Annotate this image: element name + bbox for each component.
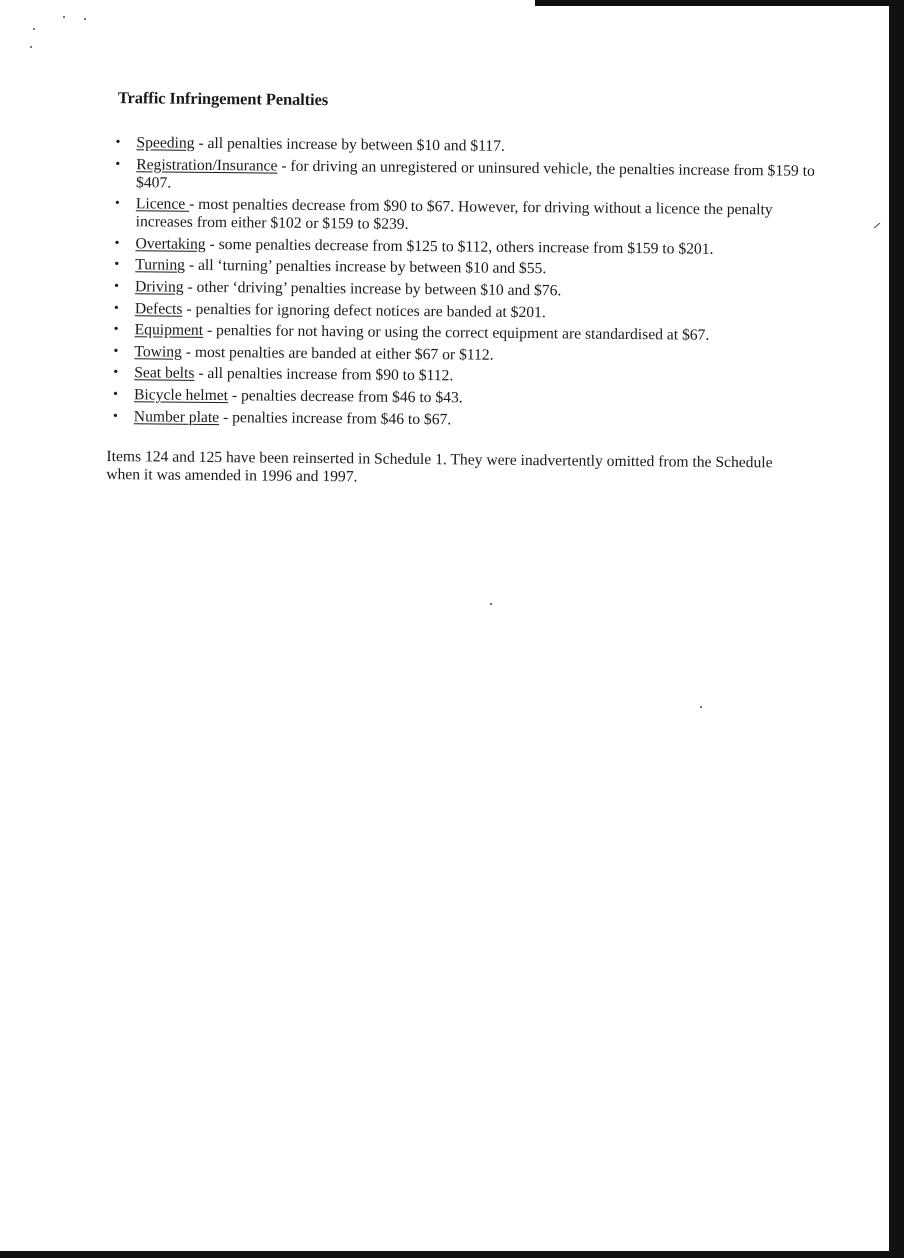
bullet-icon: • (112, 408, 118, 424)
item-text: - all penalties increase from $90 to $112. (194, 365, 454, 385)
list-item (107, 408, 827, 433)
list-item (107, 343, 827, 368)
item-term: Number plate (133, 407, 220, 426)
item-term: Speeding (136, 134, 195, 152)
scan-speck (874, 223, 881, 229)
list-item (108, 278, 828, 303)
item-text: - most penalties are banded at either $67 or $112. (181, 343, 494, 364)
scan-edge-bottom (0, 1251, 904, 1258)
item-text: - penalties decrease from $46 to $43. (227, 387, 463, 407)
list-item (107, 364, 827, 389)
item-text: - all penalties increase by between $10 and $117. (194, 134, 505, 155)
bullet-icon: • (115, 135, 121, 151)
bullet-icon: • (114, 279, 120, 295)
scan-speck (700, 706, 702, 708)
scan-speck (30, 46, 32, 48)
bullet-icon: • (113, 322, 119, 338)
list-item (109, 156, 829, 199)
penalty-list (107, 134, 830, 432)
item-term: Turning (135, 256, 186, 275)
item-term: Towing (134, 342, 182, 361)
scan-edge-right (889, 0, 904, 1258)
bullet-icon: • (114, 257, 120, 273)
bullet-icon: • (113, 365, 119, 381)
list-item (108, 321, 828, 346)
document-title: Traffic Infringement Penalties (117, 88, 329, 110)
bullet-icon: • (114, 196, 120, 212)
list-item (108, 235, 828, 260)
item-term: Driving (135, 278, 184, 296)
item-term: Registration/Insurance (136, 155, 278, 175)
item-term: Overtaking (135, 235, 206, 253)
bullet-icon: • (112, 386, 119, 403)
item-term: Seat belts (134, 364, 195, 383)
list-item (109, 195, 829, 238)
bullet-icon: • (113, 300, 119, 316)
footnote-paragraph: Items 124 and 125 have been reinserted in Schedule 1. They were inadvertently omitted from the Schedule when it was amended in 1996 and 1997. (106, 447, 773, 485)
item-text: - most penalties decrease from $90 to $67. However, for driving without a licence the penalty increases from either $102 or $159 to $239. (135, 195, 773, 234)
item-text: - penalties for ignoring defect notices are banded at $201. (182, 300, 546, 321)
bullet-icon: • (113, 343, 119, 359)
scan-speck (63, 16, 65, 18)
list-item (108, 300, 828, 325)
scan-edge-top (535, 0, 904, 6)
list-item (109, 134, 829, 159)
bullet-icon: • (115, 156, 121, 172)
item-term: Licence (135, 195, 190, 213)
bullet-icon: • (114, 235, 120, 251)
item-term: Defects (134, 299, 183, 318)
item-text: - some penalties decrease from $125 to $112, others increase from $159 to $201. (205, 235, 714, 258)
scan-speck (490, 603, 492, 605)
item-text: - other ‘driving’ penalties increase by between $10 and $76. (183, 278, 562, 300)
scan-speck (33, 28, 35, 30)
item-term: Equipment (134, 321, 204, 340)
list-item (108, 256, 828, 281)
document-body (106, 88, 830, 490)
item-text: - for driving an unregistered or uninsured vehicle, the penalties increase from $159 to $407. (136, 157, 815, 192)
item-term: Bicycle helmet (133, 386, 229, 405)
scan-speck (84, 18, 86, 20)
list-item (107, 386, 827, 411)
item-text: - all ‘turning’ penalties increase by between $10 and $55. (184, 257, 547, 278)
item-text: - penalties increase from $46 to $67. (219, 408, 452, 428)
item-text: - penalties for not having or using the correct equipment are standardised at $67. (203, 322, 710, 344)
